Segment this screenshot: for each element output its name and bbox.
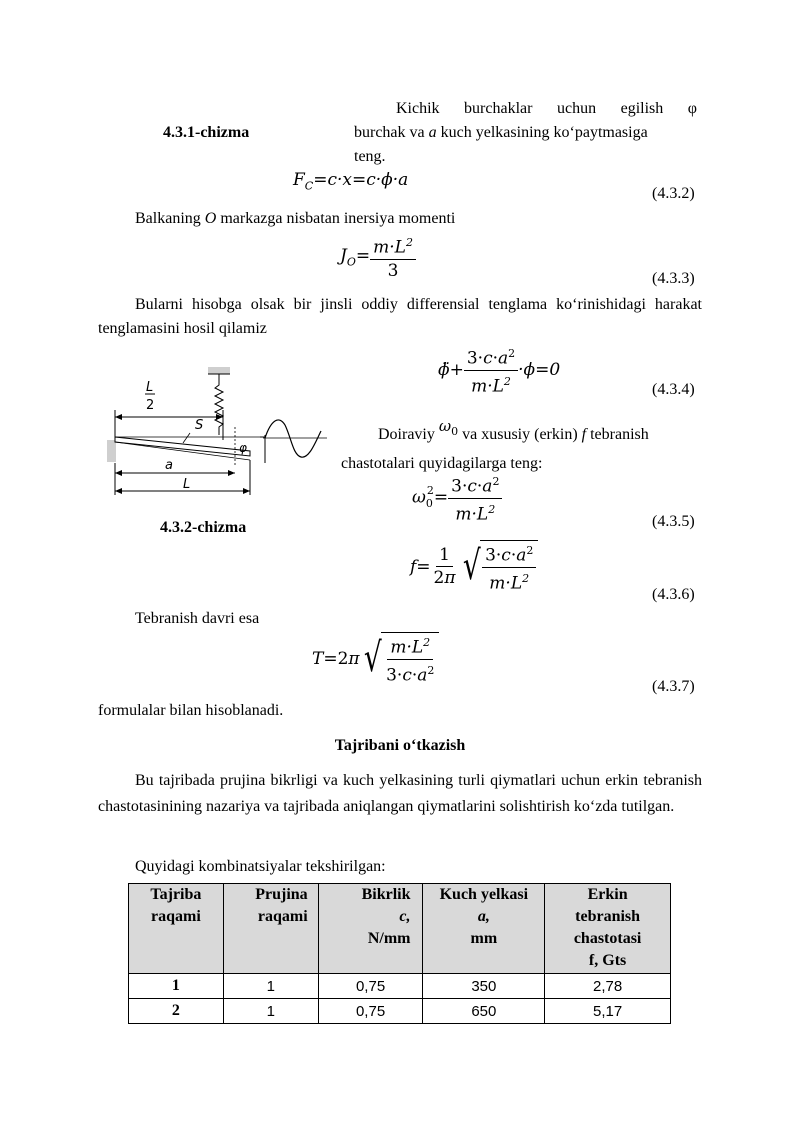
header-line: Prujina — [255, 886, 308, 903]
table-cell: 350 — [423, 974, 545, 999]
equation-4-3-6: f= $\frac{1}{2\pi}$ √ $\frac{3\cdot c\cdot a^2}{m\cdot L^2}$ — [410, 540, 538, 593]
header-line: chastotasi — [573, 930, 642, 947]
table-cell: 650 — [423, 999, 545, 1024]
label-l: L — [183, 477, 191, 492]
frequency-text: tebranish — [586, 426, 649, 443]
table-cell: 1 — [223, 974, 318, 999]
header-force-arm — [423, 884, 545, 974]
intro-text: kuch yelkasining ko‘paytmasiga — [436, 124, 648, 141]
header-line: Tajriba — [150, 886, 202, 903]
equation-4-3-3: $J_O=$ $\frac{m\cdot L^2}{3}$ — [340, 233, 416, 281]
figure-caption-2: 4.3.2-chizma — [160, 519, 247, 536]
combinations-text: Quyidagi kombinatsiyalar tekshirilgan: — [135, 858, 386, 875]
header-line: c, — [399, 908, 411, 925]
equation-number: (4.3.4) — [652, 381, 695, 398]
label-half-l-num: L — [146, 380, 154, 395]
frequency-line-2: chastotalari quyidagilarga teng: — [341, 455, 543, 472]
intro-text: burchak va — [354, 124, 429, 141]
equation-4-3-5: $\omega_0^2=$ $\frac{3\cdot c\cdot a^2}{m\cdot L^2}$ — [412, 472, 502, 524]
equation-number: (4.3.2) — [652, 185, 695, 202]
equation-4-3-7: T=2π √ $\frac{m\cdot L^2}{3\cdot c\cdot a^2}$ — [312, 632, 439, 685]
intro-line-1: Kichik burchaklar uchun egilish φ — [396, 100, 697, 117]
frequency-text: va xususiy (erkin) — [458, 426, 582, 443]
label-s: S — [195, 418, 204, 433]
omega0-symbol: $\omega_0$ — [438, 417, 459, 438]
beam-spring-figure — [105, 365, 330, 500]
header-line: Kuch yelkasi — [439, 886, 529, 903]
header-free-frequency — [545, 884, 671, 974]
table-cell: 5,17 — [545, 999, 671, 1024]
header-spring-number — [223, 884, 318, 974]
label-a: a — [165, 458, 173, 473]
frequency-line-1 — [341, 417, 703, 452]
frequency-var-f: f — [581, 426, 587, 443]
section-title: Tajribani o‘tkazish — [334, 737, 466, 754]
header-experiment-number — [129, 884, 224, 974]
oscillation-wave — [265, 420, 321, 457]
table-row — [129, 999, 671, 1024]
equation-number: (4.3.7) — [652, 678, 695, 695]
inertia-var-o: O — [204, 210, 217, 227]
table-header-row — [129, 884, 671, 974]
inertia-text-part: markazga nisbatan inersiya momenti — [216, 210, 456, 227]
equation-number: (4.3.6) — [652, 586, 695, 603]
figure-caption-1: 4.3.1-chizma — [163, 124, 250, 141]
label-half-l-den: 2 — [146, 398, 155, 413]
experiment-paragraph — [98, 768, 702, 820]
intro-paragraph — [354, 97, 697, 169]
differential-text: Bularni hisobga olsak bir jinsli oddiy differensial tenglama ko‘rinishidagi harakat tenglamasini hosil qilamiz — [98, 296, 702, 337]
header-stiffness — [318, 884, 423, 974]
header-line: raqami — [151, 908, 201, 925]
differential-paragraph — [98, 293, 702, 341]
equation-number: (4.3.5) — [652, 513, 695, 530]
table-cell: 2 — [129, 999, 224, 1024]
equation-number: (4.3.3) — [652, 270, 695, 287]
table-row — [129, 974, 671, 999]
header-line: a, — [477, 908, 490, 925]
table-cell: 1 — [223, 999, 318, 1024]
intro-line-2 — [354, 121, 697, 145]
frequency-text: Doiraviy — [378, 426, 439, 443]
header-line: mm — [470, 930, 498, 947]
table-cell: 0,75 — [318, 974, 423, 999]
header-line: Bikrlik — [361, 886, 411, 903]
equation-4-3-4: ϕ̈+ $\frac{3\cdot c\cdot a^2}{m\cdot L^2}$ ·ϕ=0 — [438, 344, 560, 396]
header-line: raqami — [257, 908, 308, 925]
spring-support-icon — [208, 367, 230, 374]
header-line: Erkin — [587, 886, 628, 903]
frequency-paragraph — [341, 417, 703, 476]
label-phi: φ — [239, 441, 247, 455]
equation-4-3-2: $F_C=c\cdot x=c\cdot\phi\cdot a$ — [293, 170, 409, 193]
header-line: f, Gts — [588, 952, 627, 969]
table-cell: 2,78 — [545, 974, 671, 999]
beam — [115, 437, 250, 456]
spring-icon — [215, 374, 223, 435]
experiment-text: Bu tajribada prujina bikrligi va kuch yelkasining turli qiymatlari uchun erkin tebranish chastotasinining nazariya va tajribada aniqlangan qiymatlarini solishtirish ko‘zda tutilgan. — [98, 772, 702, 815]
inertia-text-part: Balkaning — [135, 210, 205, 227]
period-text: Tebranish davri esa — [135, 610, 260, 627]
header-line: N/mm — [367, 930, 411, 947]
header-line: tebranish — [575, 908, 641, 925]
table-cell: 0,75 — [318, 999, 423, 1024]
pivot-support-icon — [107, 440, 116, 462]
table-cell: 1 — [129, 974, 224, 999]
inertia-text — [135, 207, 455, 231]
combinations-table — [128, 883, 671, 1024]
intro-var-a: a — [428, 124, 437, 141]
formulas-text: formulalar bilan hisoblanadi. — [98, 702, 284, 719]
intro-line-3: teng. — [354, 148, 386, 165]
